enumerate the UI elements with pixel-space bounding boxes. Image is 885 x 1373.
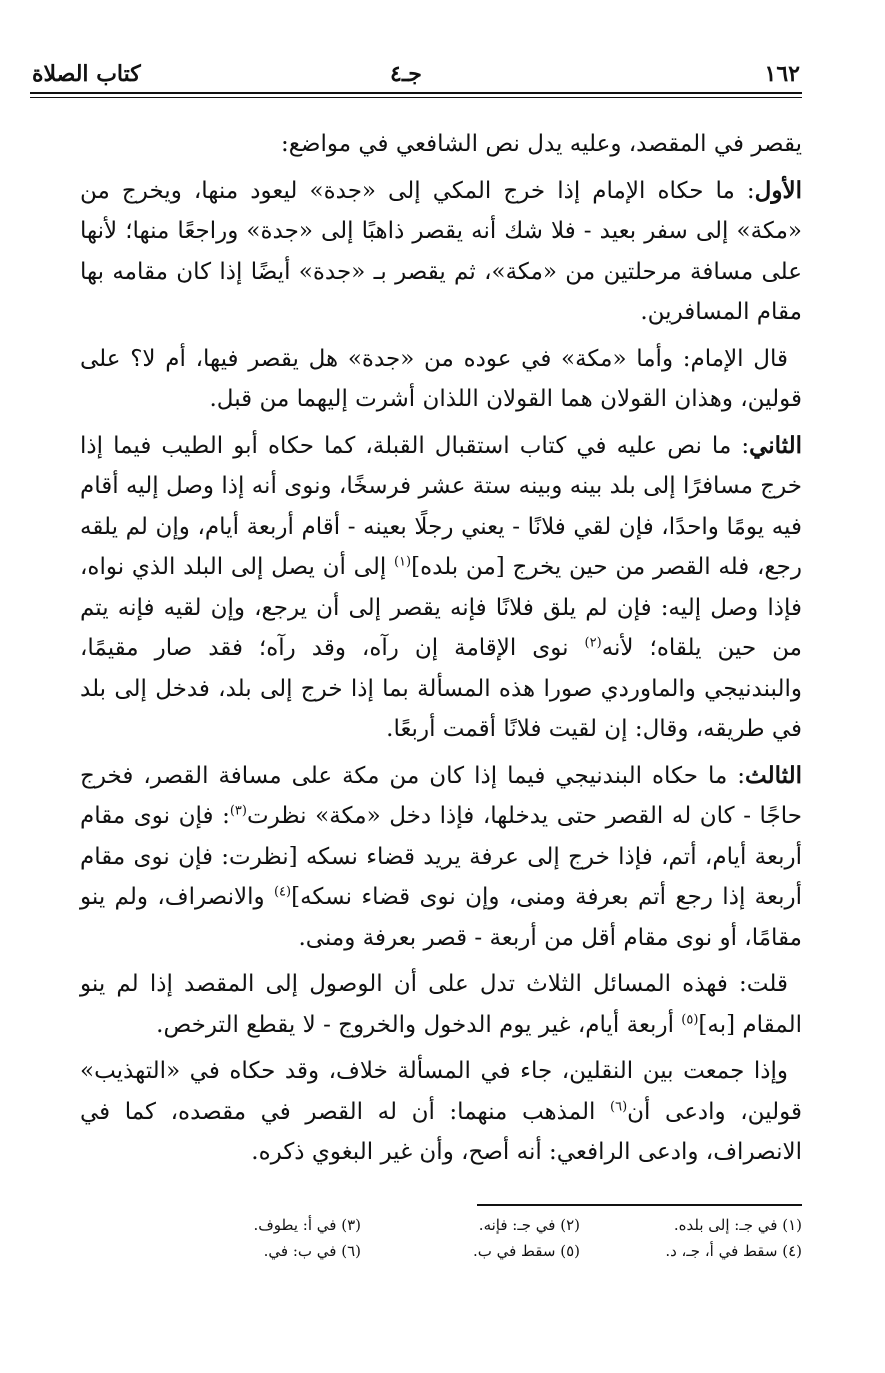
- page-number: ١٦٢: [764, 61, 800, 87]
- paragraph-conclusion: [80, 1051, 802, 1173]
- paragraph-qultu-text-a: قلت: فهذه المسائل الثلاث تدل على أن الوصول إلى المقصد إذا لم ينو المقام [به]: [80, 971, 802, 1038]
- paragraph-third-text-a: : ما حكاه البندنيجي فيما إذا كان من مكة على مسافة القصر، فخرج حاجًا - كان له القصر حتى يدخلها، فإذا دخل «مكة» نظرت: [80, 762, 802, 829]
- paragraph-second: [80, 426, 802, 750]
- volume-label: جـ٤: [390, 61, 422, 87]
- footnote-1: (١) في جـ: إلى بلده.: [673, 1216, 802, 1234]
- footnote-ref-4: (٤): [273, 884, 292, 900]
- footnote-ref-6: (٦): [610, 1098, 628, 1114]
- footnote-ref-5: (٥): [681, 1011, 699, 1027]
- paragraph-second-text-a: : ما نص عليه في كتاب استقبال القبلة، كما حكاه أبو الطيب فيما إذا خرج مسافرًا إلى بلد بينه وبينه ستة عشر فرسخًا، ونوى أنه إذا وصل إليه أقام فيه يومًا واحدًا، فإن لقي فلانًا - يعني رجلًا بعينه - أقام أربعة أيام، وإن لم يلقه رجع، فله القصر من حين يخرج [من بلده]: [80, 432, 803, 580]
- footnote-separator: [477, 1204, 802, 1206]
- paragraph-third-text-c: والانصراف، ولم ينو مقامًا، أو نوى مقام أقل من أربعة - قصر بعرفة ومنى.: [80, 884, 802, 951]
- header-rule-thick: [30, 92, 802, 94]
- header-rule-thin: [30, 97, 802, 98]
- paragraph-qultu-text-b: أربعة أيام، غير يوم الدخول والخروج - لا يقطع الترخص.: [156, 1011, 682, 1038]
- paragraph-conclusion-text-b: المذهب منهما: أن له القصر في مقصده، كما في الانصراف، وادعى الرافعي: أنه أصح، وأن غير البغوي ذكره.: [80, 1098, 802, 1165]
- label-second: الثاني: [749, 431, 803, 459]
- footnote-4: (٤) سقط في أ، جـ، د.: [665, 1242, 802, 1260]
- paragraph-second-text-c: نوى الإقامة إن رآه، وقد رآه؛ فقد صار مقيمًا، والبندنيجي والماوردي صورا هذه المسألة بما إذا خرج إلى بلد، فدخل إلى بلد في طريقه، وقال: إن لقيت فلانًا أقمت أربعًا.: [80, 635, 802, 742]
- footnote-ref-3: (٣): [229, 803, 247, 819]
- intro-paragraph: يقصر في المقصد، وعليه يدل نص الشافعي في مواضع:: [280, 131, 802, 157]
- main-text: [80, 124, 802, 1179]
- footnote-ref-2: (٢): [584, 635, 602, 651]
- paragraph-imam: قال الإمام: وأما «مكة» في عوده من «جدة» هل يقصر فيها، أم لا؟ على قولين، وهذان القولان هما القولان اللذان أشرت إليهما من قبل.: [80, 345, 802, 412]
- paragraph-conclusion-text-a: وإذا جمعت بين النقلين، جاء في المسألة خلاف، وقد حكاه في «التهذيب» قولين، وادعى أن: [80, 1058, 803, 1125]
- book-title: كتاب الصلاة: [32, 61, 141, 87]
- paragraph-third-text-b: : فإن نوى مقام أربعة أيام، أتم، فإذا خرج إلى عرفة يريد قضاء نسكه [نظرت: فإن نوى مقام أربعة إذا رجع أتم بعرفة ومنى، وإن نوى قضاء نسكه]: [80, 803, 803, 910]
- label-third: الثالث: [745, 761, 802, 789]
- paragraph-second-text-b: إلى أن يصل إلى البلد الذي نواه، فإذا وصل إليه: فإن لم يلق فلانًا فإنه يقصر إلى أن يرجع، وإن لقيه فإنه يتم من حين يلقاه؛ لأنه: [80, 554, 802, 661]
- footnote-ref-1: (١): [393, 554, 412, 570]
- footnote-5: (٥) سقط في ب.: [472, 1242, 580, 1260]
- footnote-2: (٢) في جـ: فإنه.: [478, 1216, 580, 1234]
- paragraph-third: [80, 756, 802, 959]
- paragraph-first: [80, 171, 802, 333]
- footnote-3: (٣) في أ: يطوف.: [253, 1216, 361, 1234]
- footnote-6: (٦) في ب: في.: [263, 1242, 361, 1260]
- paragraph-qultu: [80, 964, 802, 1045]
- label-first: الأول: [754, 176, 802, 204]
- paragraph-first-text: : ما حكاه الإمام إذا خرج المكي إلى «جدة» ليعود منها، ويخرج من «مكة» إلى سفر بعيد - فلا شك أنه يقصر ذاهبًا إلى «جدة» وراجعًا منها؛ لأنها على مسافة مرحلتين من «مكة»، ثم يقصر بـ «جدة» أيضًا إذا كان مقامه بها مقام المسافرين.: [80, 177, 802, 325]
